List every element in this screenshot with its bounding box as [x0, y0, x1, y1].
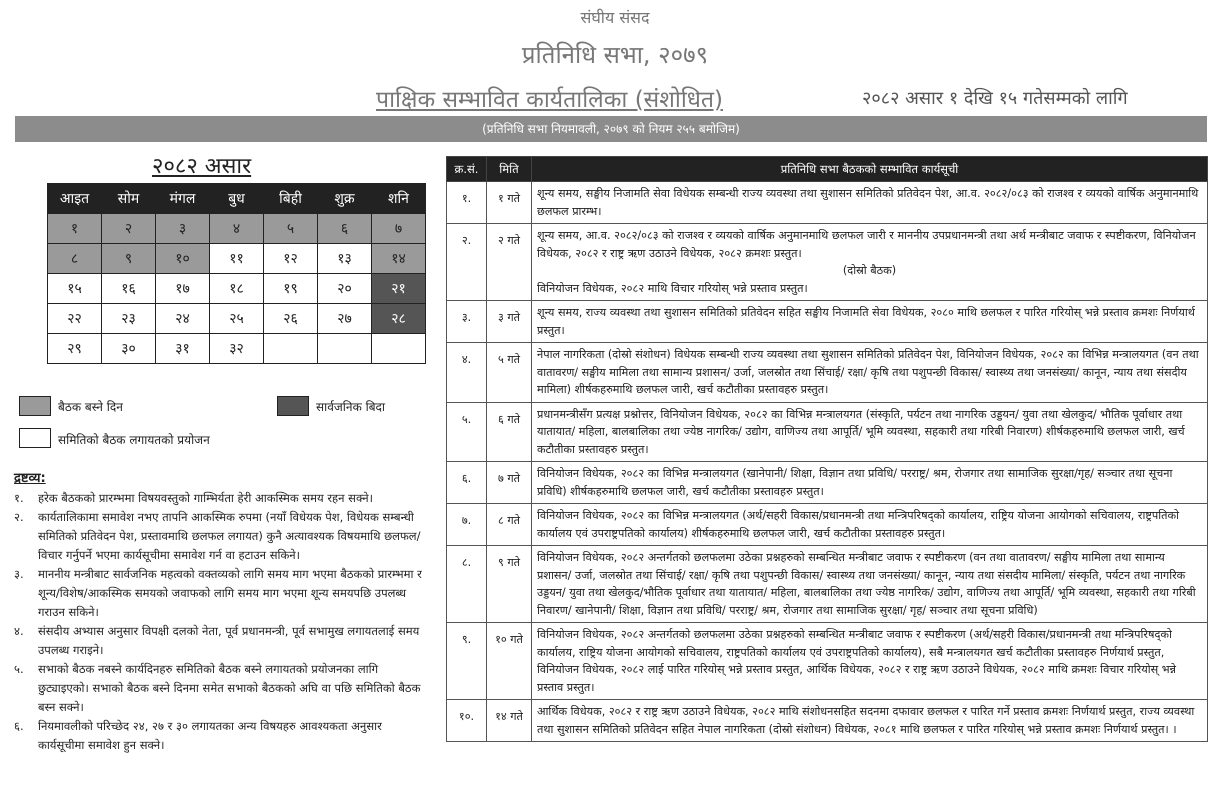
- agenda-text: प्रधानमन्त्रीसँग प्रत्यक्ष प्रश्नोत्तर, विनियोजन विधेयक, २०८२ का विभिन्न मन्त्रालयगत (संस्कृति, पर्यटन तथा नागरिक उड्डयन/ युवा तथा खेलकुद/ भौतिक पूर्वाधार तथा यातायात/ महिला, बालबालिका तथा ज्येष्ठ नागरिक/ उद्योग, वाणिज्य तथा आपूर्ति/ भूमि व्यवस्था, सहकारी तथा गरिबी निवारण) शीर्षकहरुमाथि छलफल जारी, खर्च कटौतीका प्रस्तावहरु प्रस्तुत।: [537, 407, 1185, 456]
- agenda-text: विनियोजन विधेयक, २०८२ अन्तर्गतको छलफलमा उठेका प्रश्नहरुको सम्बन्धित मन्त्रीबाट जवाफ र स्पष्टीकरण (वन तथा वातावरण/ सङ्घीय मामिला तथा सामान्य प्रशासन/ उर्जा, जलस्रोत तथा सिंचाई/ रक्षा/ कृषि तथा पशुपन्छी विकास/ स्वास्थ्य तथा जनसंख्या/ कानून, न्याय तथा संसदीय मामिला/ संस्कृति, पर्यटन तथा नागरिक उड्डयन/ युवा तथा खेलकुद/भौतिक पूर्वाधार तथा यातायात/ महिला, बालबालिका तथा ज्येष्ठ नागरिक/ उद्योग, वाणिज्य तथा आपूर्ति/ भूमि व्यवस्था, सहकारी तथा गरिबी निवारण/ खानेपानी/ शिक्षा, विज्ञान तथा प्रविधि/ परराष्ट्र/ श्रम, रोजगार तथा सामाजिक सुरक्षा/ गृह/ सञ्चार तथा सूचना प्रविधि): [537, 551, 1196, 617]
- agenda-row: [447, 546, 1208, 623]
- agenda-text-cell: [532, 224, 1208, 301]
- agenda-date: ९ गते: [487, 546, 532, 623]
- legend-committee-swatch: [19, 428, 51, 448]
- legend-meeting-label: बैठक बस्ने दिन: [58, 400, 123, 414]
- calendar-day: ३: [156, 214, 210, 244]
- note-item: [14, 508, 426, 565]
- agenda-serial: १०.: [447, 700, 487, 742]
- agenda-table: [446, 156, 1208, 742]
- weekday-header: आइत: [48, 184, 102, 214]
- calendar-day: २३: [102, 304, 156, 334]
- agenda-text: विनियोजन विधेयक, २०८२ का विभिन्न मन्त्रालयगत (खानेपानी/ शिक्षा, विज्ञान तथा प्रविधि/ परराष्ट्र/ श्रम, रोजगार तथा सामाजिक सुरक्षा/गृह/ सञ्चार तथा सूचना प्रविधि) शीर्षकहरुमाथि छलफल जारी, खर्च कटौतीका प्रस्तावहरु प्रस्तुत।: [537, 467, 1173, 498]
- agenda-text-after: विनियोजन विधेयक, २०८२ माथि विचार गरियोस् भन्ने प्रस्ताव प्रस्तुत।: [537, 281, 808, 295]
- agenda-date: १० गते: [487, 623, 532, 700]
- weekday-header: बुध: [210, 184, 264, 214]
- agenda-text-cell: [532, 623, 1208, 700]
- note-number: ५.: [14, 662, 24, 676]
- agenda-row: [447, 462, 1208, 504]
- agenda-text: शून्य समय, सङ्घीय निजामति सेवा विधेयक सम्बन्धी राज्य व्यवस्था तथा सुशासन समितिको प्रतिवेदन पेश, आ.व. २०८२/०८३ को राजश्व र व्ययको वार्षिक अनुमानमाथि छलफल प्रारम्भ।: [537, 187, 1199, 218]
- house-name: प्रतिनिधि सभा, २०७९: [521, 41, 709, 69]
- calendar-day: [318, 334, 372, 364]
- agenda-serial: १.: [447, 182, 487, 224]
- agenda-serial: ५.: [447, 402, 487, 462]
- note-item: [14, 717, 426, 755]
- note-number: २.: [14, 510, 24, 524]
- note-text: कार्यतालिकामा समावेश नभए तापनि आकस्मिक रुपमा (नयाँ विधेयक पेश, विधेयक सम्बन्धी समितिको प्रतिवेदन पेश, प्रस्तावमाथि छलफल लगायत) कुनै अत्यावश्यक विषयमाथि छलफल/विचार गर्नुपर्ने भएमा कार्यसूचीमा समावेश गर्न वा हटाउन सकिने।: [38, 510, 421, 562]
- agenda-row: [447, 224, 1208, 301]
- calendar-day: १३: [318, 244, 372, 274]
- date-range: २०८२ असार १ देखि १५ गतेसम्मको लागि: [862, 88, 1128, 109]
- agenda-text-cell: [532, 546, 1208, 623]
- agenda-text: विनियोजन विधेयक, २०८२ का विभिन्न मन्त्रालयगत (अर्थ/सहरी विकास/प्रधानमन्त्री तथा मन्त्रिपरिषद्को कार्यालय, राष्ट्रिय योजना आयोगको सचिवालय, राष्ट्रपतिको कार्यालय एवं उपराष्ट्रपतिको कार्यालय) शीर्षकहरुमाथि छलफल जारी, खर्च कटौतीका प्रस्तावहरु प्रस्तुत।: [537, 509, 1180, 540]
- agenda-date: ५ गते: [487, 343, 532, 403]
- calendar-week: [48, 214, 426, 244]
- agenda-header-date: मिति: [487, 157, 532, 182]
- agenda-text-cell: [532, 182, 1208, 224]
- calendar-day: २५: [210, 304, 264, 334]
- agenda-row: [447, 504, 1208, 546]
- notes-heading: द्रष्टव्य:: [14, 471, 46, 486]
- calendar-day: ९: [102, 244, 156, 274]
- agenda-serial: ८.: [447, 546, 487, 623]
- note-number: ३.: [14, 567, 24, 581]
- calendar-day: १८: [210, 274, 264, 304]
- agenda-serial: २.: [447, 224, 487, 301]
- agenda-date: ३ गते: [487, 301, 532, 343]
- agenda-row: [447, 700, 1208, 742]
- rule-note: (प्रतिनिधि सभा नियमावली, २०७९ को नियम २५५ बमोजिम): [482, 122, 740, 136]
- agenda-header-agenda: प्रतिनिधि सभा बैठकको सम्भावित कार्यसूची: [532, 157, 1208, 182]
- agenda-row: [447, 623, 1208, 700]
- agenda-text: शून्य समय, आ.व. २०८२/०८३ को राजश्व र व्ययको वार्षिक अनुमानमाथि छलफल जारी र माननीय उपप्रधानमन्त्री तथा अर्थ मन्त्रीबाट जवाफ र स्पष्टीकरण, विनियोजन विधेयक, २०८२ र राष्ट्र ऋण उठाउने विधेयक, २०८२ क्रमशः प्रस्तुत।: [537, 229, 1196, 260]
- calendar-day: २६: [264, 304, 318, 334]
- calendar-day: ६: [318, 214, 372, 244]
- calendar-day: १: [48, 214, 102, 244]
- weekday-header: बिही: [264, 184, 318, 214]
- weekday-header: शुक्र: [318, 184, 372, 214]
- parliament-name: संघीय संसद: [580, 8, 650, 27]
- calendar-week: [48, 244, 426, 274]
- legend-holiday-label: सार्वजनिक बिदा: [316, 400, 386, 414]
- note-item: [14, 660, 426, 717]
- calendar-month-title: २०८२ असार: [152, 154, 252, 179]
- legend-holiday-swatch: [277, 396, 309, 416]
- note-text: हरेक बैठकको प्रारम्भमा विषयवस्तुको गाम्भिर्यता हेरी आकस्मिक समय रहन सक्ने।: [38, 491, 374, 505]
- notes-list: [14, 489, 426, 755]
- legend-committee-label: समितिको बैठक लगायतको प्रयोजन: [58, 433, 210, 447]
- calendar-day: ५: [264, 214, 318, 244]
- agenda-serial: ४.: [447, 343, 487, 403]
- note-number: ४.: [14, 624, 24, 638]
- agenda-date: १ गते: [487, 182, 532, 224]
- calendar-day: १७: [156, 274, 210, 304]
- calendar-week: [48, 274, 426, 304]
- calendar-day: २८: [372, 304, 426, 334]
- agenda-text-cell: [532, 462, 1208, 504]
- agenda-text: नेपाल नागरिकता (दोस्रो संशोधन) विधेयक सम्बन्धी राज्य व्यवस्था तथा सुशासन समितिको प्रतिवेदन पेश, विनियोजन विधेयक, २०८२ का विभिन्न मन्त्रालयगत (वन तथा वातावरण/ सङ्घीय मामिला तथा सामान्य प्रशासन/ उर्जा, जलस्रोत तथा सिंचाई/ रक्षा/ कृषि तथा पशुपन्छी विकास/ स्वास्थ्य तथा जनसंख्या/ कानून, न्याय तथा संसदीय मामिला) शीर्षकहरुमाथि छलफल जारी, खर्च कटौतीका प्रस्तावहरु प्रस्तुत।: [537, 348, 1199, 396]
- agenda-date: १४ गते: [487, 700, 532, 742]
- calendar-day: २७: [318, 304, 372, 334]
- agenda-text-cell: [532, 504, 1208, 546]
- schedule-title: पाक्षिक सम्भावित कार्यतालिका (संशोधित): [376, 87, 723, 113]
- agenda-serial: ३.: [447, 301, 487, 343]
- calendar-day: ३१: [156, 334, 210, 364]
- calendar-week: [48, 334, 426, 364]
- agenda-text: विनियोजन विधेयक, २०८२ अन्तर्गतको छलफलमा उठेका प्रश्नहरुको सम्बन्धित मन्त्रीबाट जवाफ र स्पष्टीकरण (अर्थ/सहरी विकास/प्रधानमन्त्री तथा मन्त्रिपरिषद्को कार्यालय, राष्ट्रिय योजना आयोगको सचिवालय, राष्ट्रपतिको कार्यालय एवं उपराष्ट्रपतिको कार्यालय), सबै मन्त्रालयगत खर्च कटौतीका प्रस्तावहरु निर्णयार्थ प्रस्तुत, विनियोजन विधेयक, २०८२ लाई पारित गरियोस् भन्ने प्रस्ताव प्रस्तुत, आर्थिक विधेयक, २०८२ र राष्ट्र ऋण उठाउने विधेयक, २०८२ माथि क्रमशः विचार गरियोस् भन्ने प्रस्ताव प्रस्तुत।: [537, 628, 1176, 694]
- calendar-day: ८: [48, 244, 102, 274]
- agenda-header-sn: क्र.सं.: [447, 157, 487, 182]
- calendar-day: २०: [318, 274, 372, 304]
- agenda-text-cell: [532, 301, 1208, 343]
- calendar-week: [48, 304, 426, 334]
- note-text: सभाको बैठक नबस्ने कार्यदिनहरु समितिको बैठक बस्ने लगायतको प्रयोजनका लागि छुट्याइएको। सभाको बैठक बस्ने दिनमा समेत सभाको बैठकको अघि वा पछि समितिको बैठक बस्न सक्ने।: [38, 662, 421, 714]
- calendar-day: १९: [264, 274, 318, 304]
- calendar-day: ७: [372, 214, 426, 244]
- calendar-day: ३२: [210, 334, 264, 364]
- agenda-session-label: (दोस्रो बैठक): [842, 264, 897, 277]
- note-text: संसदीय अभ्यास अनुसार विपक्षी दलको नेता, पूर्व प्रधानमन्त्री, पूर्व सभामुख लगायतलाई समय उपलब्ध गराइने।: [38, 624, 420, 657]
- agenda-text: शून्य समय, राज्य व्यवस्था तथा सुशासन समितिको प्रतिवेदन सहित सङ्घीय निजामति सेवा विधेयक, २०८० माथि छलफल र पारित गरियोस् भन्ने प्रस्ताव क्रमशः निर्णयार्थ प्रस्तुत।: [537, 306, 1195, 337]
- agenda-date: ७ गते: [487, 462, 532, 504]
- note-item: [14, 489, 426, 508]
- calendar-day: २: [102, 214, 156, 244]
- calendar-day: २१: [372, 274, 426, 304]
- calendar-day: १६: [102, 274, 156, 304]
- calendar-day: [372, 334, 426, 364]
- agenda-text: आर्थिक विधेयक, २०८२ र राष्ट्र ऋण उठाउने विधेयक, २०८२ माथि संशोधनसहित सदनमा दफावार छलफल र पारित गर्ने प्रस्ताव क्रमशः निर्णयार्थ प्रस्तुत, राज्य व्यवस्था तथा सुशासन समितिको प्रतिवेदन सहित नेपाल नागरिकता (दोस्रो संशोधन) विधेयक, २०८१ माथि छलफल र पारित गरियोस् भन्ने प्रस्ताव क्रमशः निर्णयार्थ प्रस्तुत। ।: [537, 705, 1195, 736]
- calendar-day: २४: [156, 304, 210, 334]
- legend-meeting-swatch: [19, 396, 51, 416]
- calendar-day: २९: [48, 334, 102, 364]
- note-text: नियमावलीको परिच्छेद २४, २७ र ३० लगायतका अन्य विषयहरु आवश्यकता अनुसार कार्यसूचीमा समावेश हुन सक्ने।: [38, 719, 382, 752]
- note-item: [14, 565, 426, 622]
- weekday-header: सोम: [102, 184, 156, 214]
- agenda-row: [447, 301, 1208, 343]
- agenda-text-cell: [532, 402, 1208, 462]
- agenda-date: ८ गते: [487, 504, 532, 546]
- calendar-day: १०: [156, 244, 210, 274]
- note-number: ६.: [14, 719, 24, 733]
- weekday-header: शनि: [372, 184, 426, 214]
- agenda-date: २ गते: [487, 224, 532, 301]
- calendar-day: २२: [48, 304, 102, 334]
- agenda-serial: ९.: [447, 623, 487, 700]
- calendar-day: ३०: [102, 334, 156, 364]
- calendar-day: १५: [48, 274, 102, 304]
- agenda-date: ६ गते: [487, 402, 532, 462]
- weekday-header: मंगल: [156, 184, 210, 214]
- agenda-row: [447, 402, 1208, 462]
- agenda-text-cell: [532, 343, 1208, 403]
- agenda-serial: ७.: [447, 504, 487, 546]
- calendar-day: ४: [210, 214, 264, 244]
- calendar-grid: [47, 183, 426, 364]
- calendar-day: १४: [372, 244, 426, 274]
- agenda-text-cell: [532, 700, 1208, 742]
- calendar-day: ११: [210, 244, 264, 274]
- calendar-day: १२: [264, 244, 318, 274]
- note-number: १.: [14, 491, 24, 505]
- agenda-row: [447, 343, 1208, 403]
- note-text: माननीय मन्त्रीबाट सार्वजनिक महत्वको वक्तव्यको लागि समय माग भएमा बैठकको प्रारम्भमा र शून्य/विशेष/आकस्मिक समयको जवाफको लागि समय माग भएमा शून्य समयपछि उपलब्ध गराउन सकिने।: [38, 567, 422, 619]
- agenda-serial: ६.: [447, 462, 487, 504]
- calendar-day: [264, 334, 318, 364]
- agenda-row: [447, 182, 1208, 224]
- note-item: [14, 622, 426, 660]
